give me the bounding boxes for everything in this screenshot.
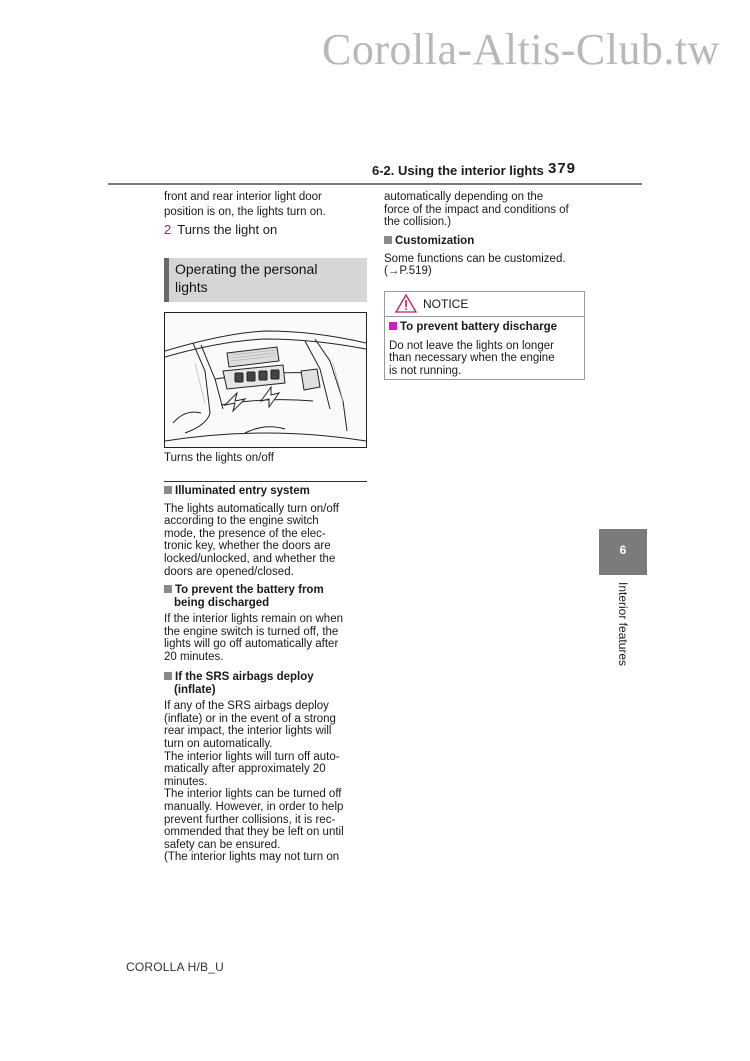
bullet-square-icon — [164, 486, 172, 494]
notice-header — [385, 292, 584, 317]
caption-rule — [164, 481, 367, 482]
chapter-label: Interior features — [616, 582, 630, 667]
notice-box: NOTICE To prevent battery discharge Do not leave the lights on longer than necessary when the engine is not running. — [384, 291, 585, 380]
warning-triangle-icon — [395, 294, 417, 313]
section-header: 6-2. Using the interior lights — [372, 163, 544, 178]
step-2 — [164, 222, 367, 237]
page-number: 379 — [548, 160, 577, 177]
customization-section: Customization Some functions can be customized. (→P.519) — [384, 235, 586, 278]
notice-title: To prevent battery discharge — [389, 321, 584, 334]
section-title-bar: Operating the personal lights — [164, 258, 367, 302]
footer-model: COROLLA H/B_U — [126, 960, 224, 974]
personal-lights-illustration — [164, 312, 367, 448]
console-drawing — [165, 313, 366, 447]
illuminated-entry-section: Illuminated entry system The lights automatically turn on/off according to the engine switch mode, the presence of the elec- tronic key, whether the doors are locked/unlocked, and whether the doors are opened/closed. — [164, 485, 367, 578]
illuminated-entry-heading: Illuminated entry system — [164, 485, 367, 498]
header-rule — [108, 183, 642, 185]
step-text: Turns the light on — [177, 222, 278, 237]
airbags-section: If the SRS airbags deploy (inflate) If any of the SRS airbags deploy (inflate) or in the event of a strong rear impact, the interior lights will turn on automatically. The interior lights will turn off auto- matically after approximately 20 minutes. The interior lights can be turned off manually. However, in order to help prevent further collisions, it is rec- ommended that they be left on until safety can be ensured. (The interior lights may not turn on — [164, 671, 367, 864]
battery-section: To prevent the battery from being discharged If the interior lights remain on when the engine switch is turned off, the lights will go off automatically after 20 minutes. — [164, 584, 367, 664]
airbags-heading: If the SRS airbags deploy — [164, 671, 367, 684]
bullet-square-icon — [384, 236, 392, 244]
step-number: 2 — [164, 222, 172, 237]
bullet-square-icon — [164, 672, 172, 680]
airbag-continuation: automatically depending on the force of the impact and conditions of the collision.) — [384, 191, 569, 229]
chapter-tab — [599, 529, 647, 575]
notice-label: NOTICE — [423, 297, 469, 311]
bullet-square-icon — [389, 322, 397, 330]
chapter-number: 6 — [619, 543, 627, 557]
intro-text: front and rear interior light door position is on, the lights turn on. — [164, 191, 326, 218]
watermark: Corolla-Altis-Club.tw — [322, 25, 720, 74]
battery-heading: To prevent the battery from — [164, 584, 367, 597]
figure-caption: Turns the lights on/off — [164, 452, 274, 464]
customization-heading: Customization — [384, 235, 586, 248]
bullet-square-icon — [164, 585, 172, 593]
